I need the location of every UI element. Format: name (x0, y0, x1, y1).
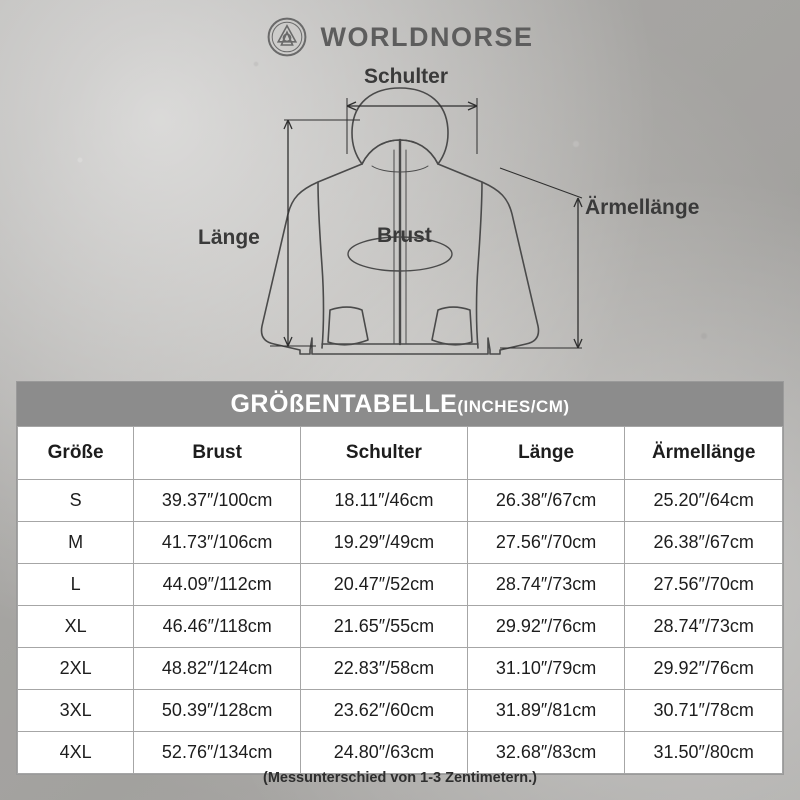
cell-length: 32.68″/83cm (467, 732, 625, 774)
column-header-shoulder: Schulter (301, 427, 468, 480)
cell-chest: 41.73″/106cm (134, 522, 301, 564)
size-table (17, 382, 783, 774)
cell-sleeve: 25.20″/64cm (625, 480, 783, 522)
size-table-title (17, 382, 783, 426)
column-header-length: Länge (467, 427, 625, 480)
cell-sleeve: 29.92″/76cm (625, 648, 783, 690)
cell-size: 2XL (18, 648, 134, 690)
table-row (18, 690, 783, 732)
column-header-chest: Brust (134, 427, 301, 480)
size-table-title-units: (INCHES/CM) (457, 397, 570, 416)
cell-chest: 39.37″/100cm (134, 480, 301, 522)
cell-shoulder: 20.47″/52cm (301, 564, 468, 606)
table-row (18, 480, 783, 522)
garment-diagram (0, 58, 800, 378)
cell-shoulder: 22.83″/58cm (301, 648, 468, 690)
cell-shoulder: 18.11″/46cm (301, 480, 468, 522)
cell-size: M (18, 522, 134, 564)
cell-chest: 52.76″/134cm (134, 732, 301, 774)
cell-chest: 46.46″/118cm (134, 606, 301, 648)
dimension-label-chest: Brust (377, 224, 432, 247)
cell-shoulder: 24.80″/63cm (301, 732, 468, 774)
cell-length: 26.38″/67cm (467, 480, 625, 522)
size-table-container (16, 381, 784, 775)
cell-size: S (18, 480, 134, 522)
column-header-sleeve: Ärmellänge (625, 427, 783, 480)
cell-length: 28.74″/73cm (467, 564, 625, 606)
measurement-footnote: (Messunterschied von 1-3 Zentimetern.) (263, 770, 537, 786)
cell-shoulder: 19.29″/49cm (301, 522, 468, 564)
cell-size: 4XL (18, 732, 134, 774)
cell-shoulder: 23.62″/60cm (301, 690, 468, 732)
cell-sleeve: 28.74″/73cm (625, 606, 783, 648)
cell-chest: 48.82″/124cm (134, 648, 301, 690)
cell-size: XL (18, 606, 134, 648)
cell-shoulder: 21.65″/55cm (301, 606, 468, 648)
cell-length: 27.56″/70cm (467, 522, 625, 564)
table-row (18, 648, 783, 690)
table-row (18, 564, 783, 606)
cell-sleeve: 27.56″/70cm (625, 564, 783, 606)
cell-length: 31.89″/81cm (467, 690, 625, 732)
valknut-triquetra-icon (267, 17, 307, 57)
cell-length: 31.10″/79cm (467, 648, 625, 690)
dimension-label-sleeve: Ärmellänge (585, 196, 700, 219)
dimension-label-length: Länge (198, 226, 260, 249)
cell-size: L (18, 564, 134, 606)
cell-length: 29.92″/76cm (467, 606, 625, 648)
brand-name: WORLDNORSE (320, 21, 534, 52)
size-table-title-main: GRÖßENTABELLE (230, 390, 458, 418)
cell-size: 3XL (18, 690, 134, 732)
column-header-size: Größe (18, 427, 134, 480)
cell-chest: 44.09″/112cm (134, 564, 301, 606)
cell-sleeve: 30.71″/78cm (625, 690, 783, 732)
table-row (18, 606, 783, 648)
dimension-label-shoulder: Schulter (364, 65, 449, 88)
table-header-row (18, 427, 783, 480)
table-row (18, 732, 783, 774)
cell-chest: 50.39″/128cm (134, 690, 301, 732)
cell-sleeve: 31.50″/80cm (625, 732, 783, 774)
table-row (18, 522, 783, 564)
brand-header (0, 14, 800, 60)
cell-sleeve: 26.38″/67cm (625, 522, 783, 564)
